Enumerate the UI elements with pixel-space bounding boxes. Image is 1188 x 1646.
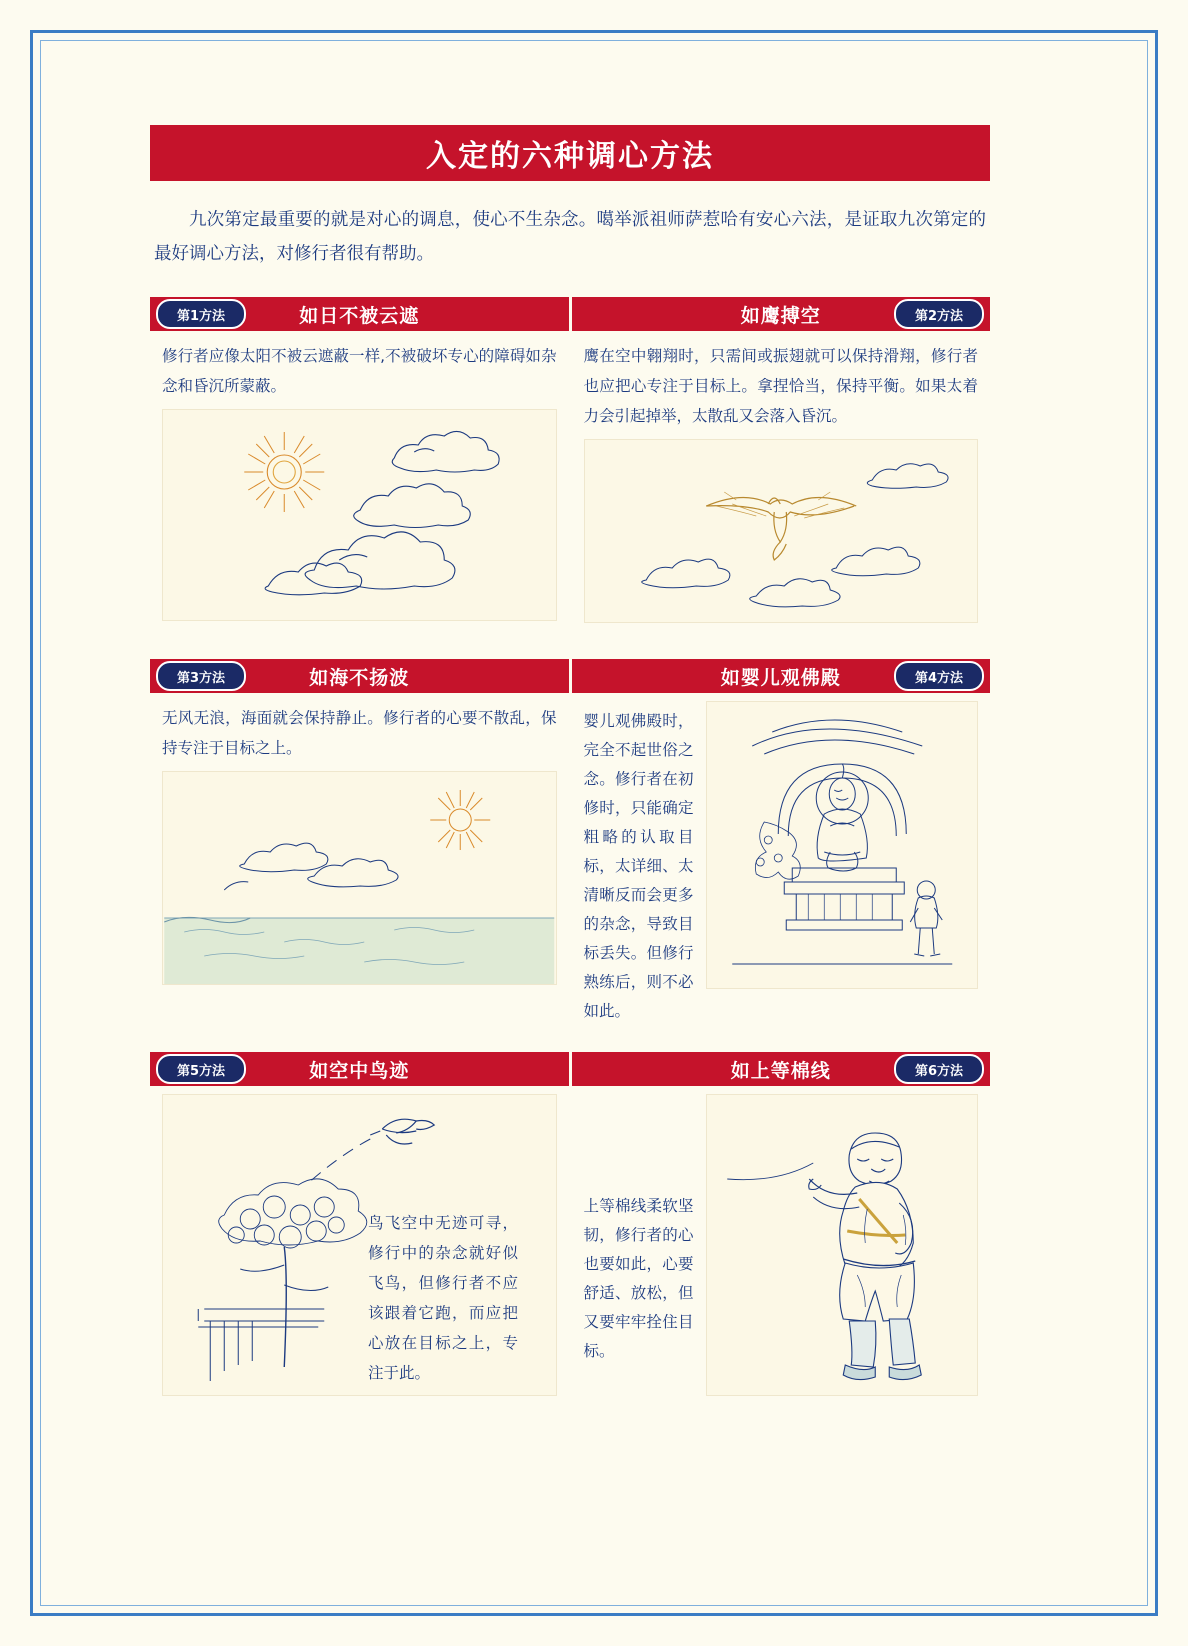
heading-method-6: 如上等棉线 [730, 1059, 831, 1082]
band-method-5 [150, 1052, 569, 1086]
page-title: 入定的六种调心方法 [426, 139, 714, 174]
poster-content [150, 125, 990, 1406]
method-band-2 [150, 659, 990, 693]
badge-method-6: 第6方法 [894, 1054, 984, 1084]
method-row-2 [150, 659, 990, 1026]
panel-method-5 [150, 1086, 569, 1406]
badge-method-5: 第5方法 [156, 1054, 246, 1084]
heading-method-1: 如日不被云遮 [299, 304, 420, 327]
text-method-6: 上等棉线柔软坚韧，修行者的心也要如此，心要舒适、放松，但又要牢牢拴住目标。 [583, 1197, 694, 1360]
text-method-4: 婴儿观佛殿时，完全不起世俗之念。修行者在初修时，只能确定粗略的认取目标，太详细、太清晰反而会更多的杂念，导致目标丢失。但修行熟练后，则不必如此。 [583, 712, 694, 1020]
panel-4-body [572, 693, 991, 1026]
text-method-3: 无风无浪，海面就会保持静止。修行者的心要不散乱，保持专注于目标之上。 [162, 709, 557, 757]
panel-method-2 [572, 331, 991, 633]
method-band-3 [150, 1052, 990, 1086]
illustration-man-pulling-thread [706, 1094, 979, 1396]
illustration-calm-sea [162, 771, 557, 985]
band-method-3 [150, 659, 569, 693]
text-method-2: 鹰在空中翱翔时，只需间或振翅就可以保持滑翔，修行者也应把心专注于目标上。拿捏恰当，保持平衡。如果太着力会引起掉举，太散乱又会落入昏沉。 [583, 347, 978, 425]
method-row-3 [150, 1052, 990, 1406]
method-panels-1 [150, 331, 990, 633]
text-method-5: 鸟飞空中无迹可寻，修行中的杂念就好似飞鸟，但修行者不应该跟着它跑，而应把心放在目标之上，专注于此。 [368, 1214, 518, 1382]
badge-method-1: 第1方法 [156, 299, 246, 329]
band-method-2 [572, 297, 991, 331]
panel-method-6 [572, 1086, 991, 1406]
illustration-sun-and-clouds [162, 409, 557, 621]
band-method-1 [150, 297, 569, 331]
page-title-bar [150, 125, 990, 181]
illustration-buddha-shrine [706, 701, 979, 989]
heading-method-2: 如鹰搏空 [740, 304, 821, 327]
method-panels-3 [150, 1086, 990, 1406]
intro-paragraph: 九次第定最重要的就是对心的调息，使心不生杂念。噶举派祖师萨惹哈有安心六法，是证取九次第定的最好调心方法，对修行者很有帮助。 [154, 210, 986, 264]
badge-method-4: 第4方法 [894, 661, 984, 691]
panel-6-body [572, 1086, 991, 1406]
panel-method-1 [150, 331, 569, 633]
heading-method-5: 如空中鸟迹 [309, 1059, 410, 1082]
heading-method-3: 如海不扬波 [309, 666, 410, 689]
method-band-1 [150, 297, 990, 331]
text-method-1: 修行者应像太阳不被云遮蔽一样,不被破坏专心的障碍如杂念和昏沉所蒙蔽。 [162, 347, 557, 395]
badge-method-2: 第2方法 [894, 299, 984, 329]
heading-method-4: 如婴儿观佛殿 [720, 666, 841, 689]
method-row-1 [150, 297, 990, 633]
method-panels-2 [150, 693, 990, 1026]
badge-method-3: 第3方法 [156, 661, 246, 691]
band-method-4 [572, 659, 991, 693]
band-method-6 [572, 1052, 991, 1086]
panel-method-3 [150, 693, 569, 1026]
illustration-soaring-eagle [584, 439, 979, 623]
panel-method-4 [572, 693, 991, 1026]
